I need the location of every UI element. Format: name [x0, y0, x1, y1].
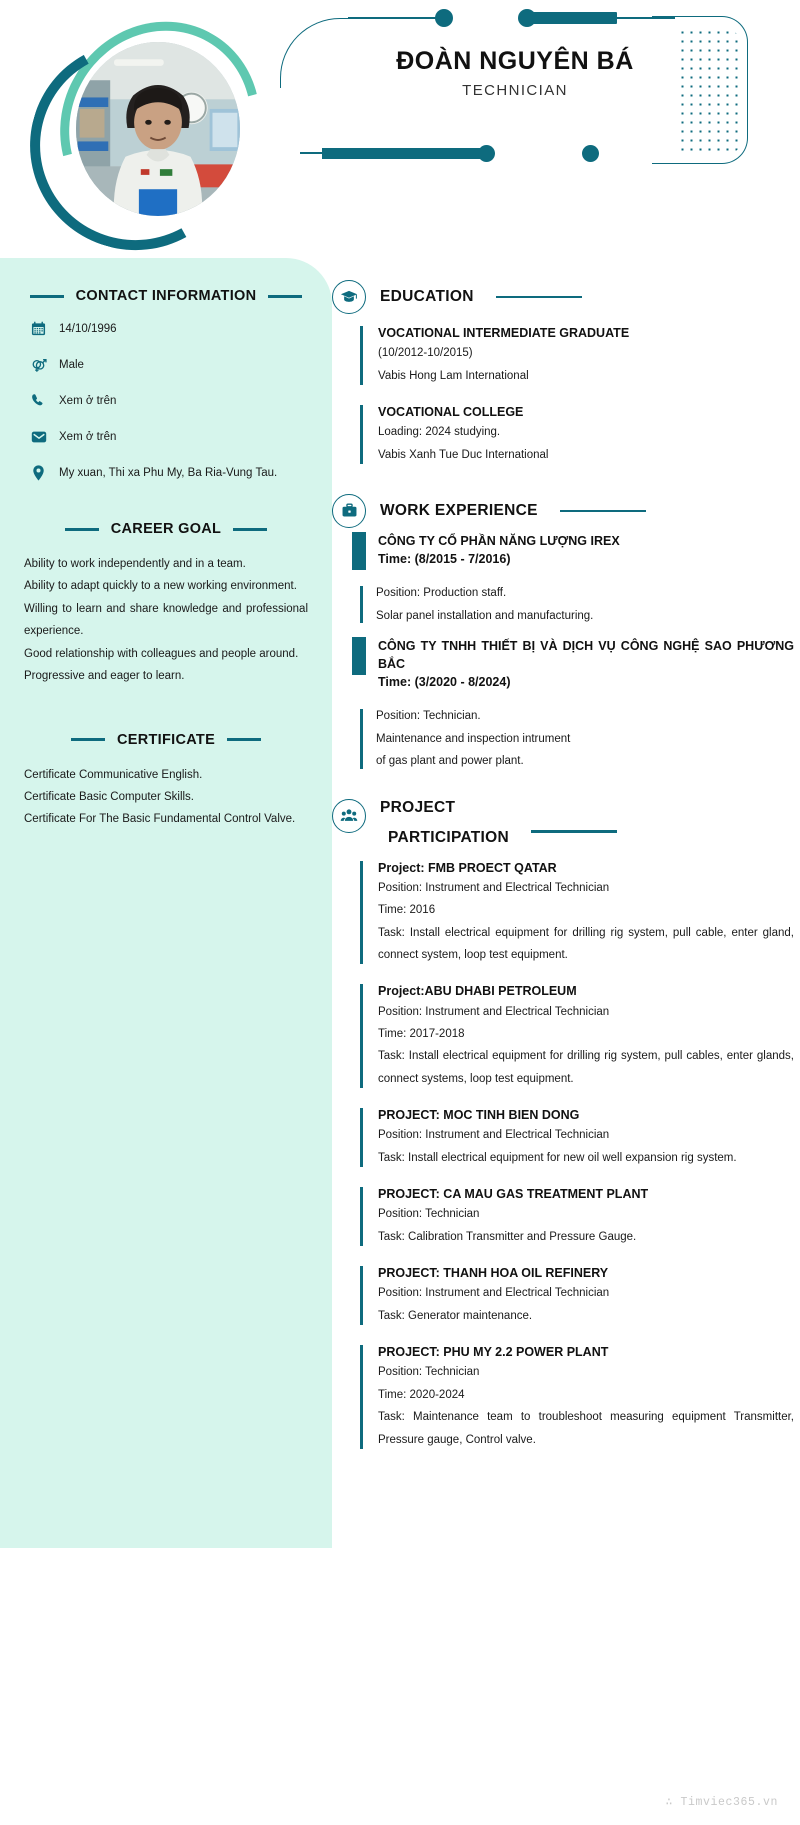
education-entry-school: Vabis Hong Lam International	[378, 369, 529, 382]
career-goal-text	[24, 553, 308, 688]
right-main-column	[332, 258, 800, 1461]
contact-item-email	[24, 428, 308, 445]
project-entry	[360, 1343, 794, 1451]
heading-rule-left	[71, 738, 105, 741]
project-position: Position: Instrument and Electrical Technician	[378, 1287, 610, 1300]
contact-section-heading	[24, 288, 308, 304]
career-goal-heading-label: CAREER GOAL	[110, 521, 222, 537]
contact-list	[24, 320, 308, 481]
career-goal-line: Ability to work independently and in a team.	[24, 558, 246, 570]
work-period: Time: (8/2015 - 7/2016)	[378, 552, 511, 567]
header-bar-1	[532, 12, 617, 24]
header-dot-4-icon	[582, 145, 599, 162]
project-task: Task: Maintenance team to troubleshoot measuring equipment Transmitter, Pressure gauge, Control valve.	[378, 1411, 794, 1446]
education-section-heading	[332, 280, 794, 314]
project-heading-line1: PROJECT	[380, 798, 456, 816]
career-goal-line: Good relationship with colleagues and people around.	[24, 647, 299, 660]
certificate-line: Certificate For The Basic Fundamental Control Valve.	[24, 813, 296, 826]
work-entry-header	[352, 532, 794, 568]
work-entry	[352, 532, 794, 627]
project-task: Task: Install electrical equipment for drilling rig system, pull cable, enter gland, connect system, loop test equipment.	[378, 926, 794, 962]
work-task: of gas plant and power plant.	[376, 755, 524, 768]
heading-rule-right	[560, 510, 646, 513]
contact-item-birthdate	[24, 320, 308, 337]
certificate-text	[24, 764, 308, 831]
project-entry	[360, 1106, 794, 1169]
page-title: ĐOÀN NGUYÊN BÁ	[396, 47, 634, 75]
certificate-line: Certificate Communicative English.	[24, 768, 203, 781]
education-entry-title: VOCATIONAL INTERMEDIATE GRADUATE	[378, 326, 630, 340]
contact-birthdate-value: 14/10/1996	[59, 322, 117, 335]
heading-rule-right	[227, 738, 261, 741]
work-section-heading	[332, 494, 794, 528]
people-group-icon	[332, 799, 366, 833]
phone-icon	[30, 392, 47, 409]
project-title: Project:ABU DHABI PETROLEUM	[378, 984, 577, 999]
certificate-line: Certificate Basic Computer Skills.	[24, 790, 194, 803]
work-period: Time: (3/2020 - 8/2024)	[378, 675, 511, 690]
name-block	[300, 46, 730, 99]
header-dot-3-icon	[478, 145, 495, 162]
gender-icon	[30, 356, 47, 373]
project-task: Task: Generator maintenance.	[378, 1309, 533, 1322]
calendar-icon	[30, 320, 47, 337]
project-heading-label	[380, 799, 509, 847]
job-title: TECHNICIAN	[462, 82, 568, 100]
cv-header	[0, 0, 800, 258]
project-title: PROJECT: CA MAU GAS TREATMENT PLANT	[378, 1187, 649, 1202]
project-entry	[360, 1264, 794, 1327]
career-goal-line: Ability to adapt quickly to a new working environment.	[24, 580, 297, 593]
work-company-name: CÔNG TY CỔ PHẦN NĂNG LƯỢNG IREX	[378, 533, 620, 548]
education-heading-label: EDUCATION	[380, 288, 474, 305]
header-thin-line-1	[348, 17, 446, 19]
project-title: PROJECT: PHU MY 2.2 POWER PLANT	[378, 1345, 609, 1360]
contact-item-address	[24, 464, 308, 481]
work-heading-label: WORK EXPERIENCE	[380, 501, 538, 519]
work-company-name: CÔNG TY TNHH THIẾT BỊ VÀ DỊCH VỤ CÔNG NGHỆ SAO PHƯƠNG BẮC	[378, 639, 794, 672]
work-task: Maintenance and inspection intrument	[376, 732, 571, 745]
project-title: PROJECT: THANH HOA OIL REFINERY	[378, 1266, 609, 1281]
project-title: PROJECT: MOC TINH BIEN DONG	[378, 1108, 580, 1123]
project-heading-line2: PARTICIPATION	[388, 828, 510, 846]
project-time: Time: 2020-2024	[378, 1388, 465, 1401]
work-entry-details	[360, 705, 794, 772]
education-entries	[332, 324, 794, 466]
project-time: Time: 2017-2018	[378, 1028, 465, 1041]
contact-email-value: Xem ở trên	[59, 430, 117, 443]
education-entry-status: Loading: 2024 studying.	[378, 426, 501, 439]
avatar	[72, 38, 244, 220]
career-goal-line: Progressive and eager to learn.	[24, 670, 185, 683]
education-entry-period: (10/2012-10/2015)	[378, 347, 473, 360]
work-entries	[332, 532, 794, 773]
work-task: Solar panel installation and manufacturing.	[376, 609, 594, 622]
left-sidebar	[0, 258, 332, 1548]
project-position: Position: Instrument and Electrical Technician	[378, 881, 610, 894]
work-position: Position: Production staff.	[376, 587, 507, 600]
heading-rule-right	[268, 295, 302, 298]
heading-rule-right	[496, 296, 582, 299]
project-position: Position: Instrument and Electrical Technician	[378, 1005, 610, 1018]
work-position: Position: Technician.	[376, 710, 481, 723]
certificate-section-heading	[24, 732, 308, 748]
contact-item-gender	[24, 356, 308, 373]
project-position: Position: Technician	[378, 1366, 480, 1379]
project-position: Position: Technician	[378, 1208, 480, 1221]
contact-heading-label: CONTACT INFORMATION	[75, 288, 257, 304]
work-entry-header	[352, 637, 794, 691]
project-task: Task: Install electrical equipment for drilling rig system, pull cables, enter glands, connect systems, loop test equipment.	[378, 1050, 794, 1085]
project-entries	[332, 859, 794, 1451]
contact-address-value: My xuan, Thi xa Phu My, Ba Ria-Vung Tau.	[59, 466, 278, 479]
header-bar-2	[322, 148, 482, 159]
education-entry	[360, 324, 794, 387]
project-task: Task: Calibration Transmitter and Pressure Gauge.	[378, 1230, 637, 1243]
contact-item-phone	[24, 392, 308, 409]
career-goal-line: Willing to learn and share knowledge and professional experience.	[24, 602, 308, 638]
project-entry	[360, 982, 794, 1090]
project-position: Position: Instrument and Electrical Technician	[378, 1129, 610, 1142]
profile-photo-block	[18, 14, 268, 249]
header-dot-1-icon	[435, 9, 453, 27]
education-entry	[360, 403, 794, 466]
contact-phone-value: Xem ở trên	[59, 394, 117, 407]
briefcase-icon	[332, 494, 366, 528]
project-task: Task: Install electrical equipment for new oil well expansion rig system.	[378, 1151, 737, 1164]
heading-rule-right	[233, 528, 267, 531]
work-experience-section	[332, 494, 794, 773]
email-icon	[30, 428, 47, 445]
project-title: Project: FMB PROECT QATAR	[378, 860, 557, 875]
project-entry	[360, 859, 794, 967]
career-goal-section-heading	[24, 521, 308, 537]
heading-rule-left	[65, 528, 99, 531]
location-icon	[30, 464, 47, 481]
education-section	[332, 280, 794, 466]
heading-rule-right	[531, 830, 617, 833]
certificate-heading-label: CERTIFICATE	[116, 731, 216, 748]
contact-gender-value: Male	[59, 358, 84, 371]
heading-rule-left	[30, 295, 64, 298]
project-entry	[360, 1185, 794, 1248]
education-entry-school: Vabis Xanh Tue Duc International	[378, 448, 549, 461]
project-time: Time: 2016	[378, 904, 436, 917]
work-entry	[352, 637, 794, 773]
project-section-heading	[332, 799, 794, 847]
work-entry-details	[360, 582, 794, 627]
graduation-cap-icon	[332, 280, 366, 314]
education-entry-title: VOCATIONAL COLLEGE	[378, 404, 524, 419]
project-section	[332, 799, 794, 1451]
watermark: ∴ Timviec365.vn	[665, 1796, 778, 1809]
